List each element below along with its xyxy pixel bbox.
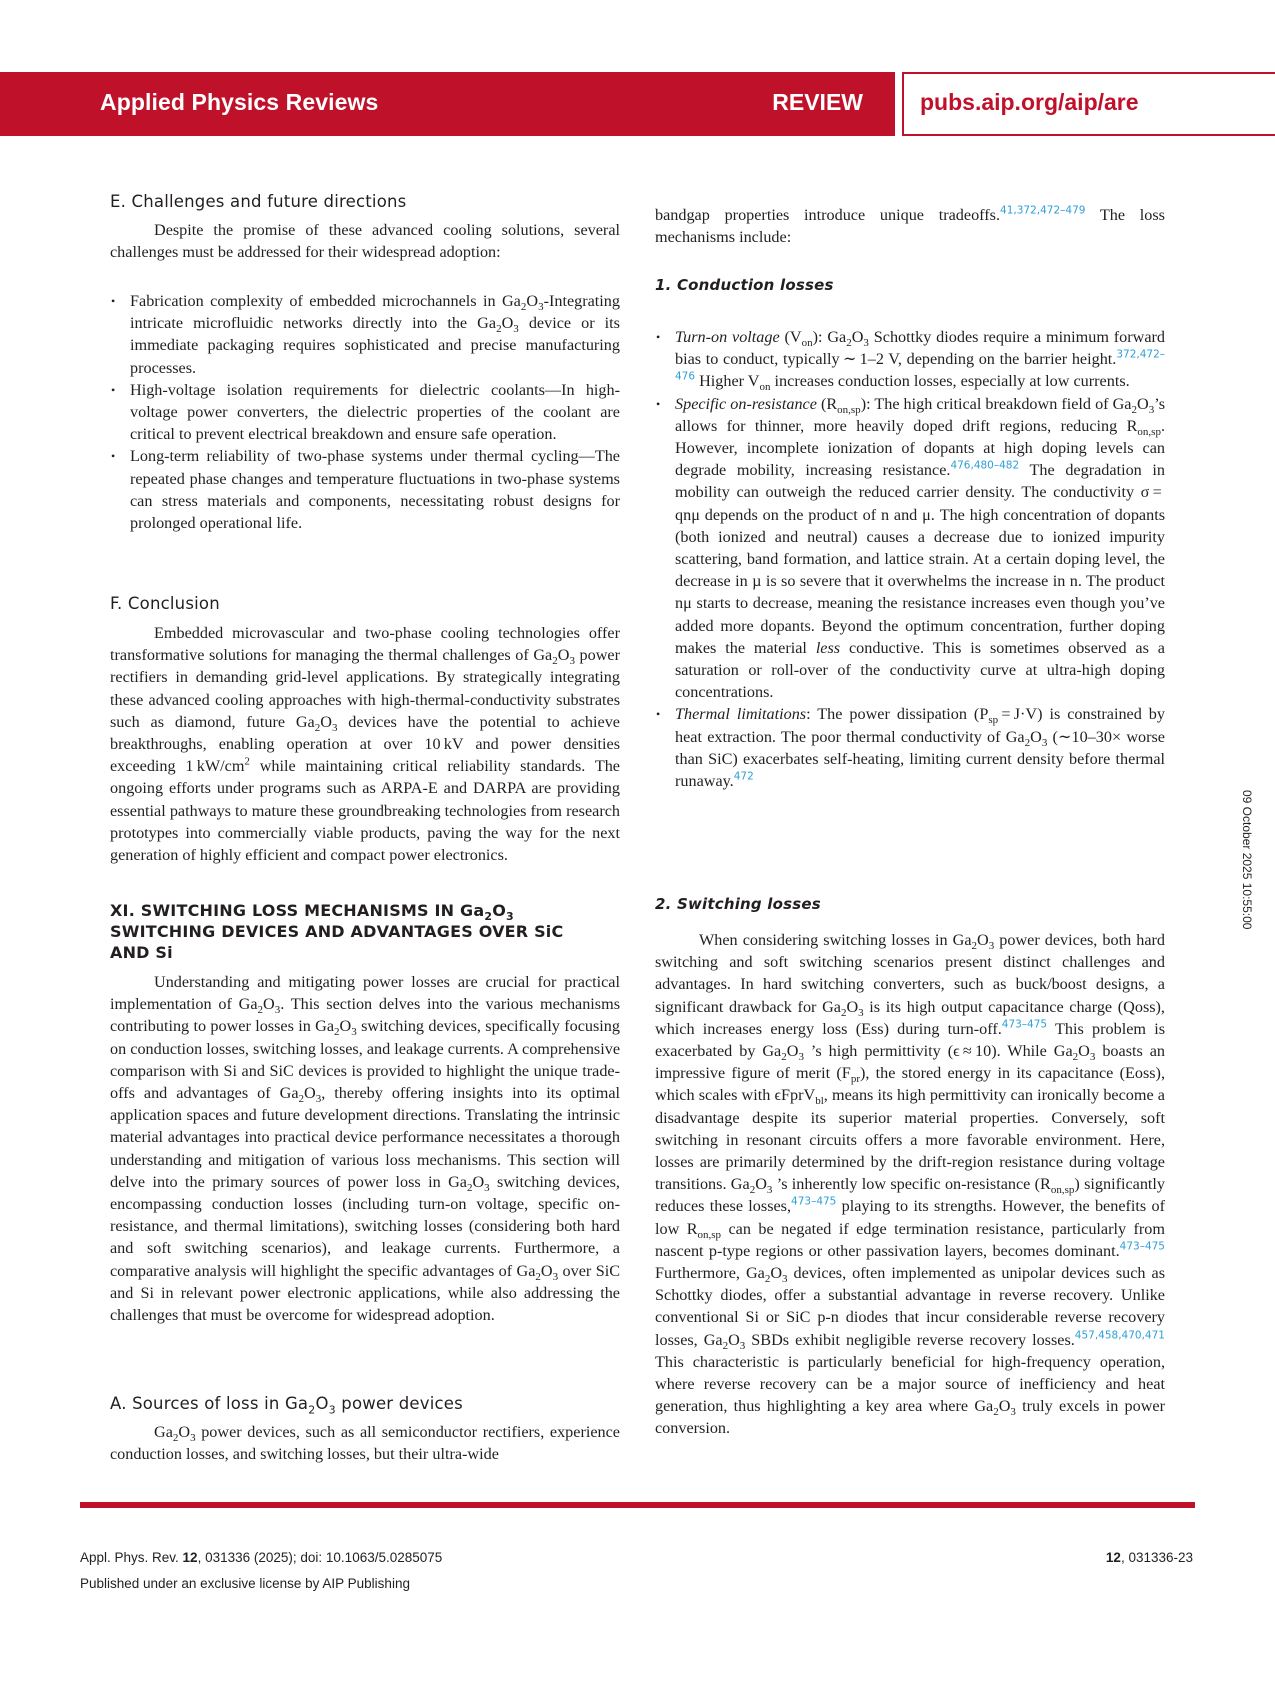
- section-heading-xi: XI. SWITCHING LOSS MECHANISMS IN $Ga_2O_3$ SWITCHING DEVICES AND ADVANTAGES OVER SiC AND Si: [110, 901, 564, 962]
- list-item: • Specific on-resistance $(R_{on,sp})$: The high critical breakdown field of $Ga_2O_3’s$ allows for thinner, more heavily doped drift regions, reducing $R_{on,sp}$. However, incomplete ionization of dopants at high doping levels can degrade mobility, increasing resistance.$^{476,480-482}$ The degradation in mobility can outweigh the reduced carrier density. The conductivity σ = qnμ depends on the product of n and μ. The high concentration of dopants (both ionized and neutral) causes a decrease due to ionized impurity scattering, band formation, and lattice strain. At a certain doping level, the decrease in µ is so severe that it overwhelms the increase in n. The product nμ starts to decrease, meaning the resistance increases even though you’ve added more dopants. Beyond the optimum concentration, further doping makes the material less conductive. This is sometimes observed as a saturation or roll-over of the conductivity curve at ultra-high doping concentrations.: [656, 394, 1165, 702]
- challenges-list: [110, 290, 620, 534]
- conduction-losses-list: [655, 326, 1165, 792]
- journal-header: [0, 72, 1275, 136]
- bullet-icon: •: [656, 396, 661, 411]
- header-banner: [0, 72, 895, 136]
- section-xi-paragraph: Understanding and mitigating power losses are crucial for practical implementation of $Ga_2O_3$. This section delves into the various mechanisms contributing to power losses in $Ga_2O_3$ switching devices, specifically focusing on conduction losses, switching losses, and leakage currents. A comprehensive comparison with Si and SiC devices is provided to highlight the unique trade-offs and advantages of $Ga_2O_3$, thereby offering insights into its optimal application spaces and future development directions. Translating the intrinsic material advantages into practical device performance necessitates a thorough understanding and mitigation of various loss mechanisms. This section will delve into the primary sources of power loss in $Ga_2O_3$ switching devices, encompassing conduction losses (including turn-on voltage, specific on-resistance, and thermal limitations), switching losses (considering both hard and soft switching scenarios), and leakage currents. Furthermore, a comparative analysis will highlight the specific advantages of $Ga_2O_3$ over SiC and Si in relevant power electronic applications, while also addressing the challenges that must be overcome for widespread adoption.: [110, 973, 621, 1325]
- list-item: • Fabrication complexity of embedded microchannels in $Ga_2O_3$-Integrating intricate microfluidic networks directly into the $Ga_2O_3$ device or its immediate packaging requires sophisticated and precise manufacturing processes.: [111, 292, 620, 377]
- section-heading-a: A. Sources of loss in $Ga_2O_3$ power devices: [110, 1394, 463, 1417]
- bullet-icon: •: [111, 382, 116, 397]
- citation-link[interactable]: 473–475: [1119, 1240, 1165, 1253]
- list-item: • Thermal limitations: The power dissipation $(P_{sp} = J\cdot V)$ is constrained by heat extraction. The poor thermal conductivity of $Ga_2O_3$ (∼10–30× worse than SiC) exacerbates self-heating, limiting current density before thermal runaway.$^{472}$: [656, 705, 1165, 791]
- journal-url-link[interactable]: pubs.aip.org/aip/are: [920, 89, 1139, 115]
- download-timestamp: 09 October 2025 10:55:00: [1240, 790, 1254, 930]
- bullet-icon: •: [111, 294, 116, 308]
- bullet-icon: •: [656, 707, 661, 722]
- list-item: • Long-term reliability of two-phase systems under thermal cycling—The repeated phase changes and temperature fluctuations in two-phase systems can stress materials and components, necessitating robust designs for prolonged operational life.: [111, 447, 620, 533]
- conclusion-paragraph: Embedded microvascular and two-phase cooling technologies offer transformative solutions for managing the thermal challenges of $Ga_2O_3$ power rectifiers in demanding grid-level applications. By strategically integrating these advanced cooling approaches with high-thermal-conductivity substrates such as diamond, future $Ga_2O_3$ devices have the potential to achieve breakthroughs, enabling operation at over 10 kV and power densities exceeding 1 $kW/cm^2$ while maintaining critical reliability standards. The ongoing efforts under programs such as ARPA-E and DARPA are providing essential pathways to mature these groundbreaking technologies from research prototypes into commercially viable products, paving the way for the next generation of highly efficient and compact power electronics.: [110, 624, 620, 865]
- citation-link[interactable]: 372,472–476: [675, 348, 1165, 384]
- section-a-paragraph: $Ga_2O_3$ power devices, such as all semiconductor rectifiers, experience conduction losses, and switching losses, but their ultra-wide: [110, 1423, 620, 1464]
- list-item: • Turn-on voltage $(V_{on})$: $Ga_2O_3$ Schottky diodes require a minimum forward bias to conduct, typically ∼ 1–2 V, depending on the barrier height.$^{372,472-476}$ Higher $V_{on}$ increases conduction losses, especially at low currents.: [656, 328, 1166, 394]
- footer-divider: [80, 1502, 1195, 1508]
- citation-line: Appl. Phys. Rev. 12, 031336 (2025); doi: 10.1063/5.0285075: [80, 1550, 443, 1565]
- license-line: Published under an exclusive license by AIP Publishing: [80, 1576, 410, 1591]
- switching-losses-paragraph: When considering switching losses in $Ga_2O_3$ power devices, both hard switching and soft switching scenarios present distinct challenges and advantages. In hard switching converters, such as buck/boost designs, a significant drawback for $Ga_2O_3$ is its high output capacitance charge (Qoss), which increases energy loss (Ess) during turn-off.$^{473-475}$ This problem is exacerbated by $Ga_2O_3$ ’s high permittivity (ϵ ≈ 10). While $Ga_2O_3$ boasts an impressive figure of merit $(F_{pr})$, the stored energy in its capacitance (Eoss), which scales with ϵFprV$_{bl}$, means its high permittivity can ironically become a disadvantage despite its superior material properties. Conversely, soft switching in resonant circuits offers a more favorable environment. Here, losses are primarily determined by the drift-region resistance during voltage transitions. $Ga_2O_3$ ’s inherently low specific on-resistance $(R_{on,sp})$ significantly reduces these losses,$^{473-475}$ playing to its strengths. However, the benefits of low $R_{on,sp}$ can be negated if edge termination resistance, particularly from nascent p-type regions or other passivation layers, becomes dominant.$^{473-475}$ Furthermore, $Ga_2O_3$ devices, often implemented as unipolar devices such as Schottky diodes, offer a substantial advantage in reverse recovery. Unlike conventional Si or SiC p-n diodes that incur considerable reverse recovery losses, $Ga_2O_3$ SBDs exhibit negligible reverse recovery losses.$^{457,458,470,471}$ This characteristic is particularly beneficial for high-frequency operation, where reverse recovery can be a major source of inefficiency and heat generation, thus highlighting a key area where $Ga_2O_3$ truly excels in power conversion.: [655, 931, 1166, 1438]
- citation-link[interactable]: 473–475: [791, 1196, 837, 1209]
- subsection-heading-conduction: 1. Conduction losses: [655, 276, 834, 294]
- journal-title: Applied Physics Reviews: [100, 89, 379, 115]
- article-type-label: REVIEW: [772, 89, 863, 115]
- citation-link[interactable]: 473–475: [1001, 1018, 1048, 1031]
- citation-link[interactable]: 476,480–482: [950, 459, 1020, 472]
- section-heading-f: F. Conclusion: [110, 594, 220, 613]
- page-number: 12, 031336-23: [1105, 1550, 1193, 1565]
- bullet-icon: •: [111, 449, 116, 464]
- section-e-intro: Despite the promise of these advanced cooling solutions, several challenges must be addressed for their widespread adoption:: [110, 221, 620, 262]
- citation-link[interactable]: 472: [733, 770, 754, 783]
- footer-citation: [80, 1545, 442, 1597]
- journal-url-box[interactable]: [902, 72, 1275, 136]
- continued-paragraph: bandgap properties introduce unique tradeoffs.$^{41,372,472-479}$ The loss mechanisms include:: [655, 204, 1165, 247]
- citation-link[interactable]: 41,372,472–479: [1000, 204, 1086, 217]
- section-heading-e: E. Challenges and future directions: [110, 192, 407, 211]
- citation-link[interactable]: 457,458,470,471: [1074, 1329, 1165, 1342]
- bullet-icon: •: [656, 330, 661, 344]
- subsection-heading-switching: 2. Switching losses: [655, 895, 821, 913]
- list-item: • High-voltage isolation requirements for dielectric coolants—In high-voltage power converters, the dielectric properties of the coolant are critical to prevent electrical breakdown and ensure safe operation.: [111, 380, 620, 444]
